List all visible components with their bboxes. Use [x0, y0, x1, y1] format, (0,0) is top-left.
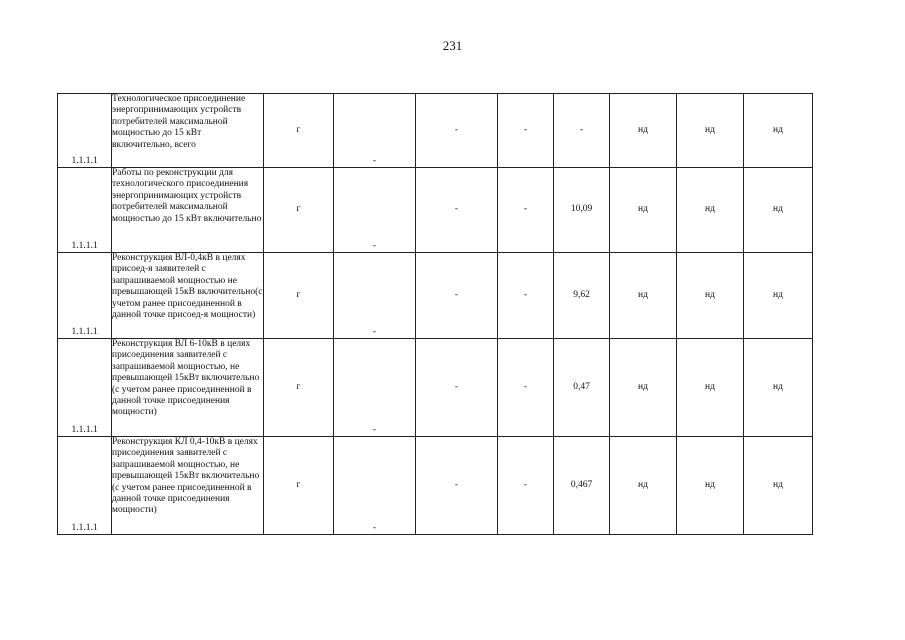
- value-cell: 10,09: [554, 168, 610, 253]
- row-name: Реконструкция КЛ 0,4-10кВ в целях присоединения заявителей с запрашиваемой мощностью, не превышающей 15кВт включительно (с учетом ранее присоединенной в данной точке присоединения мощности): [112, 437, 264, 535]
- value-cell: -: [498, 94, 554, 168]
- value-cell: -: [416, 94, 498, 168]
- unit-cell: г: [264, 253, 334, 339]
- row-number: 1.1.1.1: [58, 437, 112, 535]
- value-cell: -: [498, 437, 554, 535]
- unit-cell: г: [264, 94, 334, 168]
- value-cell: нд: [744, 437, 813, 535]
- value-cell: нд: [677, 437, 744, 535]
- value-cell: нд: [610, 253, 677, 339]
- value-cell: нд: [677, 168, 744, 253]
- value-cell: -: [554, 94, 610, 168]
- row-name: Реконструкция ВЛ 6-10кВ в целях присоединения заявителей с запрашиваемой мощностью, не превышающей 15кВт включительно (с учетом ранее присоединенной в данной точке присоединения мощности): [112, 339, 264, 437]
- table-row: [58, 437, 813, 535]
- table-row: [58, 94, 813, 168]
- value-cell: нд: [744, 253, 813, 339]
- row-number: 1.1.1.1: [58, 253, 112, 339]
- unit-cell: г: [264, 168, 334, 253]
- row-number: 1.1.1.1: [58, 168, 112, 253]
- value-cell: -: [498, 168, 554, 253]
- value-cell: нд: [610, 94, 677, 168]
- unit-cell: г: [264, 437, 334, 535]
- value-cell: нд: [677, 339, 744, 437]
- dash-cell: -: [334, 437, 416, 535]
- value-cell: нд: [744, 339, 813, 437]
- row-name: Работы по реконструкции для технологического присоединения энергопринимающих устройств потребителей максимальной мощностью до 15 кВт включительно: [112, 168, 264, 253]
- page-number: 231: [442, 38, 463, 53]
- value-cell: -: [416, 437, 498, 535]
- value-cell: -: [416, 253, 498, 339]
- value-cell: нд: [610, 168, 677, 253]
- table-row: [58, 253, 813, 339]
- table-row: [58, 339, 813, 437]
- value-cell: -: [416, 339, 498, 437]
- value-cell: 0,467: [554, 437, 610, 535]
- value-cell: нд: [610, 339, 677, 437]
- value-cell: нд: [744, 94, 813, 168]
- row-number: 1.1.1.1: [58, 94, 112, 168]
- row-name: Реконструкция ВЛ-0,4кВ в целях присоед-я заявителей с запрашиваемой мощностью не превышающей 15кВ включительно(с учетом ранее присоединенной в данной точке присоед-я мощности): [112, 253, 264, 339]
- value-cell: 9,62: [554, 253, 610, 339]
- value-cell: нд: [677, 253, 744, 339]
- dash-cell: -: [334, 168, 416, 253]
- table-row: [58, 168, 813, 253]
- row-name: Технологическое присоединение энергопринимающих устройств потребителей максимальной мощностью до 15 кВт включительно, всего: [112, 94, 264, 168]
- value-cell: -: [498, 339, 554, 437]
- value-cell: 0,47: [554, 339, 610, 437]
- dash-cell: -: [334, 253, 416, 339]
- data-table: [57, 93, 813, 535]
- value-cell: нд: [677, 94, 744, 168]
- dash-cell: -: [334, 339, 416, 437]
- unit-cell: г: [264, 339, 334, 437]
- dash-cell: -: [334, 94, 416, 168]
- value-cell: -: [416, 168, 498, 253]
- row-number: 1.1.1.1: [58, 339, 112, 437]
- value-cell: нд: [744, 168, 813, 253]
- value-cell: -: [498, 253, 554, 339]
- value-cell: нд: [610, 437, 677, 535]
